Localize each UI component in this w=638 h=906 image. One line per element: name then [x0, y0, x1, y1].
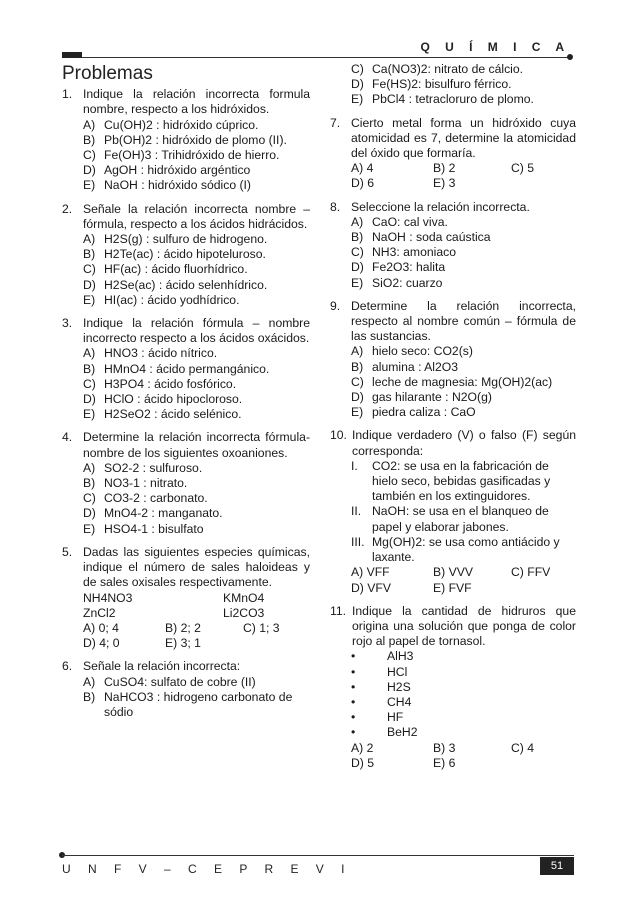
- answer: C) 4: [511, 740, 535, 755]
- option-text: HF(ac) : ácido fluorhídrico.: [104, 262, 248, 277]
- option-text: Fe2O3: halita: [372, 260, 446, 275]
- question-6-continued: [330, 62, 576, 108]
- option-text: alumina : Al2O3: [372, 359, 459, 374]
- option-letter: D): [83, 277, 96, 292]
- option: [330, 344, 576, 359]
- question-3: [62, 316, 310, 422]
- answer-grid: [330, 741, 576, 771]
- option-text: H3PO4 : ácido fosfórico.: [104, 376, 237, 391]
- answer: C) 1; 3: [243, 620, 280, 635]
- option-text: HNO3 : ácido nítrico.: [104, 346, 218, 361]
- left-column: [62, 62, 310, 728]
- option-letter: A): [83, 674, 96, 689]
- question-number: 1.: [62, 87, 73, 102]
- option-text: Fe(OH)3 : Trihidróxido de hierro.: [104, 148, 280, 163]
- option-text: Pb(OH)2 : hidróxido de plomo (II).: [104, 132, 287, 147]
- statement: [330, 459, 576, 505]
- answer: B) 2; 2: [165, 620, 201, 635]
- answer: A) 0; 4: [83, 620, 119, 635]
- option: [330, 62, 576, 77]
- option-letter: C): [351, 374, 364, 389]
- option: [62, 362, 310, 377]
- footer-text: U N F V – C E P R E V I: [62, 862, 352, 876]
- question-8: [330, 200, 576, 291]
- option: [62, 690, 310, 720]
- option-letter: D): [351, 390, 364, 405]
- answer: A) 2: [351, 740, 374, 755]
- option-text: CuSO4: sulfato de cobre (II): [104, 674, 256, 689]
- question-stem: Señale la relación incorrecta nombre – fórmula, respecto a los ácidos hidrácidos.: [83, 201, 310, 231]
- option-text: NO3-1 : nitrato.: [104, 476, 188, 491]
- option: [62, 377, 310, 392]
- answer: D) VFV: [351, 580, 391, 595]
- option: [330, 360, 576, 375]
- option: [62, 392, 310, 407]
- statement-number: I.: [351, 458, 358, 473]
- bullet-icon: •: [351, 649, 356, 664]
- section-title: Problemas: [62, 63, 153, 84]
- species-list: [62, 591, 310, 621]
- option: [62, 293, 310, 308]
- option: [330, 230, 576, 245]
- option-text: AgOH : hidróxido argéntico: [104, 163, 251, 178]
- question-11: [330, 604, 576, 771]
- bullet-text: BeH2: [387, 725, 418, 740]
- option: [62, 178, 310, 193]
- question-10: [330, 428, 576, 595]
- option: [62, 133, 310, 148]
- question-stem: Indique verdadero (V) o falso (F) según corresponda:: [352, 428, 576, 458]
- species: NH4NO3: [83, 590, 133, 605]
- bullet-item: [330, 710, 576, 725]
- question-number: 8.: [330, 199, 341, 214]
- answer: C) 5: [511, 161, 535, 176]
- question-number: 6.: [62, 659, 73, 674]
- bullet-text: H2S: [387, 679, 411, 694]
- statement: [330, 535, 576, 565]
- option: [62, 118, 310, 133]
- bullet-item: [330, 725, 576, 740]
- option-text: H2Te(ac) : ácido hipoteluroso.: [104, 247, 266, 262]
- question-number: 10.: [330, 428, 347, 443]
- option-text: SO2-2 : sulfuroso.: [104, 460, 203, 475]
- option-letter: A): [351, 214, 364, 229]
- option-text: Fe(HS)2: bisulfuro férrico.: [372, 77, 512, 92]
- bullet-icon: •: [351, 679, 356, 694]
- page-number: 51: [540, 857, 574, 875]
- option: [62, 675, 310, 690]
- bullet-text: AlH3: [387, 649, 414, 664]
- option: [330, 390, 576, 405]
- option: [330, 92, 576, 107]
- species: Li2CO3: [223, 605, 265, 620]
- header-title: Q U Í M I C A: [420, 40, 570, 54]
- option-text: MnO4-2 : manganato.: [104, 506, 223, 521]
- bullet-icon: •: [351, 664, 356, 679]
- option-text: HMnO4 : ácido permangánico.: [104, 361, 270, 376]
- answer: E) 6: [433, 755, 456, 770]
- question-number: 5.: [62, 544, 73, 559]
- question-number: 11.: [330, 603, 347, 618]
- option-text: NaOH : soda caústica: [372, 230, 491, 245]
- bullet-icon: •: [351, 694, 356, 709]
- option: [62, 522, 310, 537]
- answer: A) VFF: [351, 565, 390, 580]
- statement-text: Mg(OH)2: se usa como antiácido y laxante.: [372, 534, 560, 565]
- right-column: [330, 62, 576, 779]
- option-letter: B): [83, 247, 96, 262]
- option-letter: E): [351, 92, 364, 107]
- option-letter: C): [351, 245, 364, 260]
- option-letter: A): [351, 344, 364, 359]
- question-stem: Indique la cantidad de hidruros que origina una solución que ponga de color rojo al papel de tornasol.: [352, 603, 576, 649]
- option-text: CaO: cal viva.: [372, 214, 448, 229]
- option-letter: E): [351, 275, 364, 290]
- option-text: CO3-2 : carbonato.: [104, 491, 208, 506]
- option-text: HI(ac) : ácido yodhídrico.: [104, 292, 240, 307]
- option-letter: E): [83, 292, 96, 307]
- header-dot: [567, 54, 573, 60]
- option-text: PbCl4 : tetracloruro de plomo.: [372, 92, 534, 107]
- question-number: 9.: [330, 298, 341, 313]
- option-text: H2SeO2 : ácido selénico.: [104, 407, 242, 422]
- option-text: Cu(OH)2 : hidróxido cúprico.: [104, 117, 259, 132]
- option: [62, 148, 310, 163]
- option: [330, 260, 576, 275]
- question-stem: Señale la relación incorrecta:: [83, 659, 241, 674]
- question-stem: Seleccione la relación incorrecta.: [351, 199, 530, 214]
- option-letter: C): [83, 148, 96, 163]
- footer-rule: [62, 855, 574, 856]
- answer: B) VVV: [433, 565, 473, 580]
- bullet-item: [330, 649, 576, 664]
- option: [62, 461, 310, 476]
- bullet-item: [330, 680, 576, 695]
- option-letter: A): [83, 460, 96, 475]
- answer-grid: [330, 161, 576, 191]
- statement-text: CO2: se usa en la fabricación de hielo seco, bebidas gasificadas y también en los extinguidores.: [372, 458, 551, 504]
- option-text: NaOH : hidróxido sódico (I): [104, 178, 251, 193]
- option-text: SiO2: cuarzo: [372, 275, 443, 290]
- question-stem: Indique la relación fórmula – nombre incorrecto respecto a los ácidos oxácidos.: [83, 316, 310, 346]
- option-letter: B): [351, 230, 364, 245]
- option-letter: B): [83, 476, 96, 491]
- option-letter: E): [83, 178, 96, 193]
- option-text: gas hilarante : N2O(g): [372, 390, 492, 405]
- question-4: [62, 430, 310, 536]
- bullet-text: HCl: [387, 664, 408, 679]
- option: [62, 407, 310, 422]
- option: [330, 405, 576, 420]
- option-letter: B): [83, 689, 96, 704]
- option-letter: D): [351, 260, 364, 275]
- question-number: 3.: [62, 316, 73, 331]
- option-text: NaHCO3 : hidrogeno carbonato de sódio: [104, 689, 293, 719]
- statement: [330, 504, 576, 534]
- option-letter: C): [83, 376, 96, 391]
- question-9: [330, 299, 576, 421]
- option: [330, 77, 576, 92]
- bullet-item: [330, 695, 576, 710]
- option-letter: A): [83, 117, 96, 132]
- option-letter: E): [83, 407, 96, 422]
- question-stem: Cierto metal forma un hidróxido cuya atomicidad es 7, determine la atomicidad del óxido que formaría.: [351, 115, 576, 161]
- statement-number: II.: [351, 504, 362, 519]
- species: KMnO4: [223, 590, 265, 605]
- option: [330, 276, 576, 291]
- bullet-icon: •: [351, 710, 356, 725]
- answer: B) 2: [433, 161, 456, 176]
- answer: D) 4; 0: [83, 636, 120, 651]
- option-letter: C): [351, 62, 364, 76]
- answer: E) 3; 1: [165, 636, 201, 651]
- option-letter: E): [351, 405, 364, 420]
- answer-grid: [330, 565, 576, 595]
- answer: D) 6: [351, 176, 375, 191]
- option-letter: B): [83, 361, 96, 376]
- bullet-text: CH4: [387, 694, 412, 709]
- option-text: hielo seco: CO2(s): [372, 344, 473, 359]
- option-text: H2S(g) : sulfuro de hidrogeno.: [104, 232, 268, 247]
- question-1: [62, 87, 310, 193]
- option-letter: C): [83, 491, 96, 506]
- question-5: [62, 545, 310, 651]
- question-6: [62, 659, 310, 720]
- species: ZnCl2: [83, 605, 116, 620]
- option: [330, 375, 576, 390]
- question-number: 4.: [62, 430, 73, 445]
- option-letter: D): [351, 77, 364, 92]
- answer: E) 3: [433, 176, 456, 191]
- statement-text: NaOH: se usa en el blanqueo de papel y elaborar jabones.: [372, 504, 549, 534]
- option-text: H2Se(ac) : ácido selenhídrico.: [104, 277, 268, 292]
- header-bar: [62, 52, 82, 58]
- answer: D) 5: [351, 755, 375, 770]
- option-text: NH3: amoniaco: [372, 245, 456, 260]
- question-number: 2.: [62, 201, 73, 216]
- statement-number: III.: [351, 534, 365, 549]
- option-text: piedra caliza : CaO: [372, 405, 476, 420]
- option-letter: A): [83, 346, 96, 361]
- question-stem: Indique la relación incorrecta formula nombre, respecto a los hidróxidos.: [83, 87, 310, 117]
- answer: A) 4: [351, 161, 374, 176]
- option-text: HSO4-1 : bisulfato: [104, 521, 204, 536]
- answer: B) 3: [433, 740, 456, 755]
- option-letter: E): [83, 521, 96, 536]
- option: [62, 262, 310, 277]
- bullet-item: [330, 665, 576, 680]
- option-letter: B): [351, 359, 364, 374]
- question-number: 7.: [330, 115, 341, 130]
- answer-grid: [62, 621, 310, 651]
- option: [62, 163, 310, 178]
- option-text: leche de magnesia: Mg(OH)2(ac): [372, 374, 553, 389]
- question-stem: Dadas las siguientes especies químicas, indique el número de sales haloideas y de sales oxisales respectivamente.: [83, 544, 310, 590]
- question-7: [330, 116, 576, 192]
- option: [330, 215, 576, 230]
- question-2: [62, 202, 310, 308]
- option: [330, 245, 576, 260]
- header-rule: [82, 57, 570, 58]
- option-letter: A): [83, 232, 96, 247]
- answer: E) FVF: [433, 580, 472, 595]
- answer: C) FFV: [511, 565, 551, 580]
- option: [62, 476, 310, 491]
- option: [62, 278, 310, 293]
- option-letter: C): [83, 262, 96, 277]
- option-text: HClO : ácido hipocloroso.: [104, 392, 243, 407]
- option: [62, 346, 310, 361]
- option: [62, 506, 310, 521]
- bullet-text: HF: [387, 710, 404, 725]
- option: [62, 491, 310, 506]
- option-letter: D): [83, 163, 96, 178]
- question-stem: Determine la relación incorrecta, respecto al nombre común – fórmula de las sustancias.: [351, 298, 576, 344]
- option-letter: D): [83, 506, 96, 521]
- option-letter: B): [83, 132, 96, 147]
- option: [62, 247, 310, 262]
- question-stem: Determine la relación incorrecta fórmula-nombre de los siguientes oxoaniones.: [83, 430, 310, 460]
- bullet-icon: •: [351, 725, 356, 740]
- option-letter: D): [83, 392, 96, 407]
- option-text: Ca(NO3)2: nitrato de cálcio.: [372, 62, 524, 76]
- option: [62, 232, 310, 247]
